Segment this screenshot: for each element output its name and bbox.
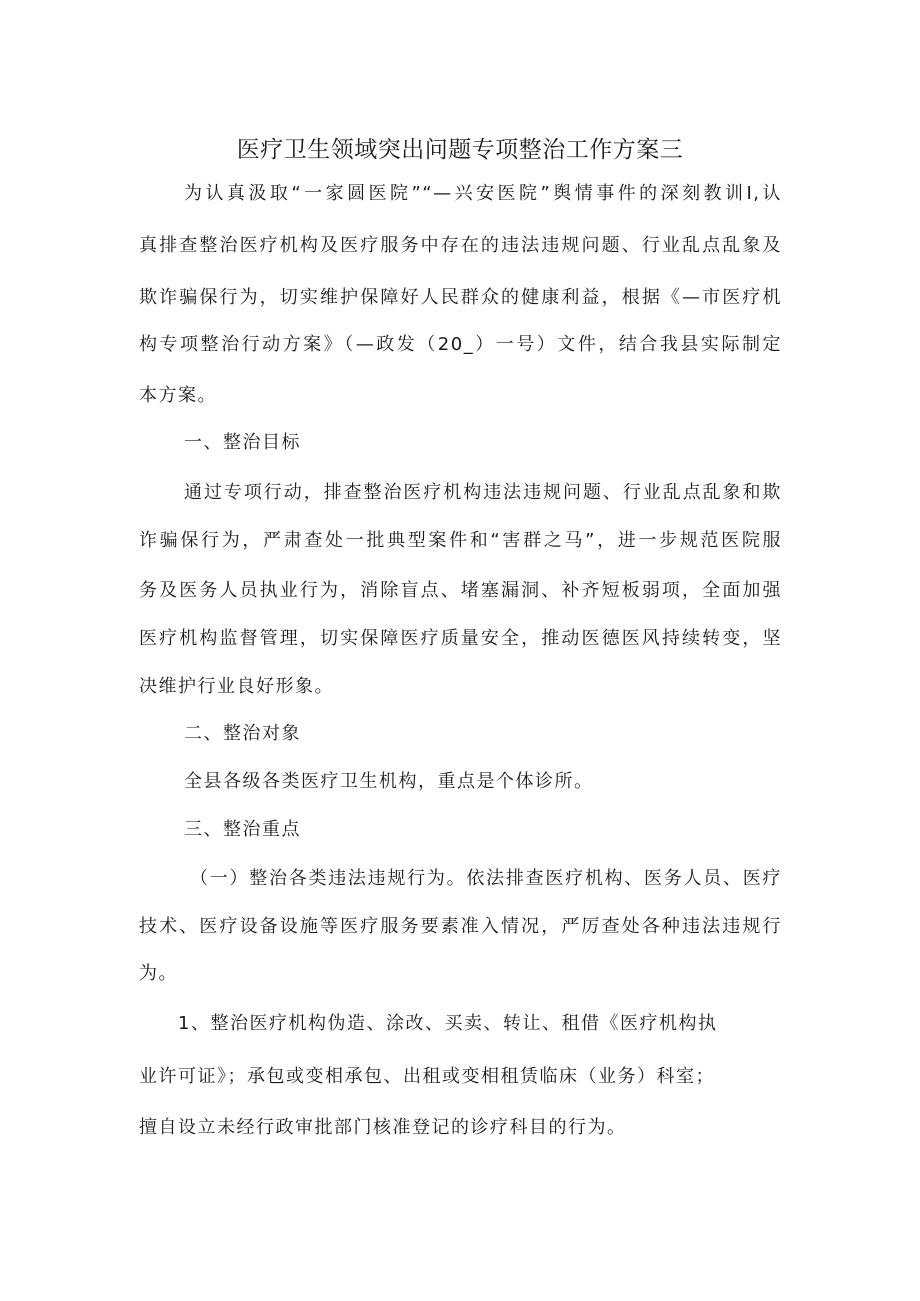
goals-line: 诈骗保行为，严肃查处一批典型案件和“害群之马”，进一步规范医院服 (139, 530, 782, 551)
focus-sub1-line: 为。 (139, 963, 178, 984)
section-heading-focus: 三、整治重点 (184, 819, 301, 840)
document-title: 医疗卫生领域突出问题专项整治工作方案三 (236, 137, 684, 163)
goals-line: 通过专项行动，排查整治医疗机构违法违规问题、行业乱点乱象和欺 (184, 482, 782, 503)
intro-line: 本方案。 (139, 385, 217, 406)
focus-item1-line: 1、整治医疗机构伪造、涂改、买卖、转让、租借《医疗机构执 (178, 1013, 718, 1034)
targets-text: 全县各级各类医疗卫生机构，重点是个体诊所。 (184, 771, 594, 792)
focus-item1-line: 擅自设立未经行政审批部门核准登记的诊疗科目的行为。 (139, 1117, 627, 1138)
intro-line: 真排查整治医疗机构及医疗服务中存在的违法违规问题、行业乱点乱象及 (139, 235, 782, 256)
section-heading-goals: 一、整治目标 (184, 432, 301, 453)
intro-line: 为认真汲取“一家圆医院”“—兴安医院”舆情事件的深刻教训I,认 (184, 183, 782, 204)
goals-line: 决维护行业良好形象。 (139, 676, 334, 697)
goals-line: 务及医务人员执业行为，消除盲点、堵塞漏洞、补齐短板弱项，全面加强 (139, 580, 782, 601)
intro-line: 欺诈骗保行为，切实维护保障好人民群众的健康利益，根据《—市医疗机 (139, 287, 782, 308)
goals-line: 医疗机构监督管理，切实保障医疗质量安全，推动医德医风持续转变，坚 (139, 628, 782, 649)
focus-sub1-line: 技术、医疗设备设施等医疗服务要素准入情况，严厉查处各种违法违规行 (139, 916, 782, 937)
section-heading-targets: 二、整治对象 (184, 723, 301, 744)
focus-sub1-line: （一）整治各类违法违规行为。依法排查医疗机构、医务人员、医疗 (190, 868, 782, 889)
focus-item1-line: 业许可证》；承包或变相承包、出租或变相租赁临床（业务）科室； (139, 1066, 715, 1087)
intro-line: 构专项整治行动方案》（—政发（20_）一号）文件，结合我县实际制定 (139, 334, 782, 355)
